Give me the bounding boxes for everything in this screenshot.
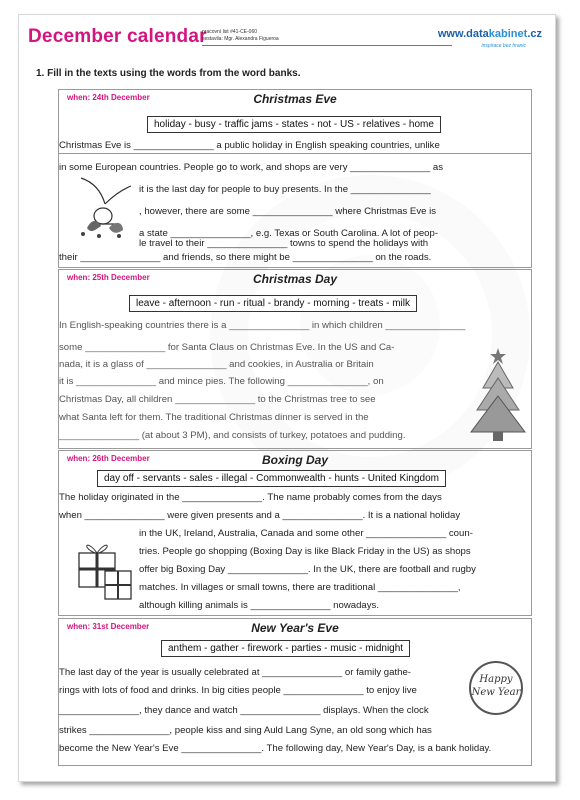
text-line: le travel to their _______________ towns to spend the holidays with bbox=[139, 238, 429, 249]
holly-bell-icon bbox=[73, 170, 137, 240]
text-line: it is _______________ and mince pies. The following _______________, on bbox=[59, 376, 384, 387]
gift-boxes-icon bbox=[73, 523, 135, 605]
section-christmas-eve bbox=[58, 89, 532, 268]
text-line: although killing animals is _______________ nowadays. bbox=[139, 600, 380, 611]
text-line: become the New Year's Eve _______________. The following day, New Year's Day, is a bank holiday. bbox=[59, 743, 492, 754]
site-link[interactable]: www.datakabinet.cz bbox=[437, 28, 542, 40]
text-line: strikes _______________, people kiss and sing Auld Lang Syne, an old song which has bbox=[59, 725, 432, 736]
exercise-instruction: 1. Fill in the texts using the words from the word banks. bbox=[36, 68, 301, 79]
worksheet-author: sestavila: Mgr. Alexandra Figueroa bbox=[202, 36, 279, 42]
text-line: , however, there are some _______________ where Christmas Eve is bbox=[139, 206, 437, 217]
text-line: _______________, they dance and watch _______________ displays. When the clock bbox=[59, 705, 429, 716]
section-date: when: 26th December bbox=[67, 454, 150, 463]
text-line: a state _______________, e.g. Texas or South Carolina. A lot of peop- bbox=[139, 228, 439, 239]
worksheet-meta bbox=[202, 29, 279, 43]
text-line: it is the last day for people to buy presents. In the _______________ bbox=[139, 184, 431, 195]
text-line: tries. People go shopping (Boxing Day is like Black Friday in the US) as shops bbox=[139, 546, 471, 557]
text-line: their _______________ and friends, so there might be _______________ on the roads. bbox=[59, 252, 432, 263]
section-title: Christmas Day bbox=[252, 272, 338, 286]
text-line: _______________ (at about 3 PM), and consists of turkey, potatoes and pudding. bbox=[59, 430, 406, 441]
text-line: some _______________ for Santa Claus on Christmas Eve. In the US and Ca- bbox=[59, 342, 395, 353]
text-line: in the UK, Ireland, Australia, Canada and some other _______________ coun- bbox=[139, 528, 473, 539]
section-title: Boxing Day bbox=[261, 453, 328, 467]
word-bank: anthem - gather - firework - parties - music - midnight bbox=[161, 640, 410, 657]
text-line: what Santa left for them. The traditional Christmas dinner is served in the bbox=[59, 412, 369, 423]
text-line: The last day of the year is usually celebrated at _______________ or family gathe- bbox=[59, 667, 411, 678]
section-date: when: 31st December bbox=[67, 622, 150, 631]
text-rule bbox=[59, 153, 531, 154]
section-date: when: 24th December bbox=[67, 93, 150, 102]
site-tagline: inspirace bez hranic bbox=[481, 43, 526, 49]
christmas-tree-icon bbox=[467, 344, 529, 444]
text-line: nada, it is a glass of _______________ and cookies, in Australia or Britain bbox=[59, 359, 374, 370]
section-new-years-eve bbox=[58, 618, 532, 766]
page-title: December calendar bbox=[28, 26, 207, 47]
text-line: matches. In villages or small towns, there are traditional _______________, bbox=[139, 582, 461, 593]
text-line: offer big Boxing Day _______________. In the UK, there are football and rugby bbox=[139, 564, 476, 575]
header-divider bbox=[202, 45, 452, 46]
word-bank: leave - afternoon - run - ritual - brandy - morning - treats - milk bbox=[129, 295, 417, 312]
word-bank: holiday - busy - traffic jams - states - not - US - relatives - home bbox=[147, 116, 441, 133]
happy-new-year-badge: Happy New Year bbox=[469, 661, 523, 715]
text-line: In English-speaking countries there is a _______________ in which children _______________ bbox=[59, 320, 466, 331]
section-christmas-day bbox=[58, 269, 532, 449]
text-line: The holiday originated in the _______________. The name probably comes from the days bbox=[59, 492, 442, 503]
section-date: when: 25th December bbox=[67, 273, 150, 282]
text-line: in some European countries. People go to work, and shops are very _______________ as bbox=[59, 162, 444, 173]
text-line: rings with lots of food and drinks. In big cities people _______________ to enjoy live bbox=[59, 685, 417, 696]
text-line: Christmas Day, all children _______________ to the Christmas tree to see bbox=[59, 394, 376, 405]
text-line: Christmas Eve is _______________ a public holiday in English speaking countries, unlike bbox=[59, 140, 440, 151]
section-title: New Year's Eve bbox=[251, 621, 339, 635]
text-line: when _______________ were given presents and a _______________. It is a national holiday bbox=[59, 510, 461, 521]
section-boxing-day bbox=[58, 450, 532, 616]
worksheet-code: pracovní list #41-CE-060 bbox=[202, 29, 258, 35]
section-title: Christmas Eve bbox=[253, 92, 337, 106]
word-bank: day off - servants - sales - illegal - Commonwealth - hunts - United Kingdom bbox=[97, 470, 446, 487]
page-header bbox=[28, 26, 550, 52]
